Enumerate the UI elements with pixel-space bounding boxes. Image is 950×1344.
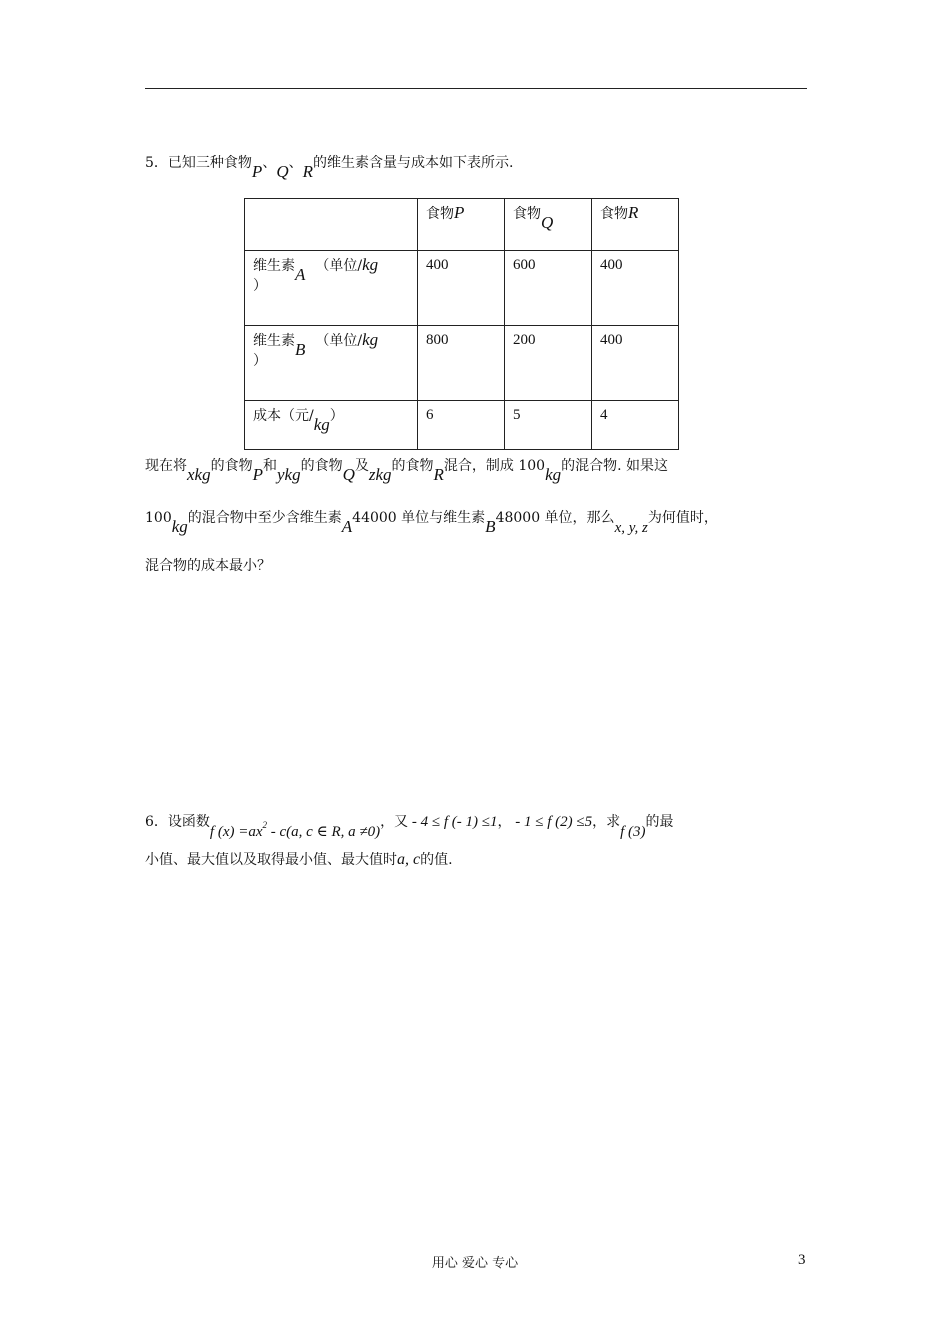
- table-header-row: [245, 199, 679, 251]
- text: 的食物: [300, 458, 343, 474]
- header-food-p: [418, 199, 505, 251]
- unit-close: ）: [253, 353, 267, 369]
- text: 的值.: [420, 852, 453, 868]
- var: A: [341, 517, 353, 536]
- unit-open: （单位/: [315, 333, 363, 349]
- row-label-text: 成本（元/: [253, 408, 314, 424]
- text: 的食物: [391, 458, 434, 474]
- problem-number: 6．设函数: [145, 814, 210, 830]
- text: ，求: [592, 814, 621, 830]
- problem-6-line-1: [145, 805, 674, 840]
- page-footer: 用心 爱心 专心: [431, 1256, 519, 1271]
- row-var: A: [295, 265, 306, 284]
- text: 100: [145, 510, 172, 526]
- vitamin-cost-table: [244, 198, 679, 450]
- row-label: [245, 326, 418, 401]
- intro-text: 已知三种食物: [167, 155, 252, 171]
- cell-b-r: 400: [592, 326, 679, 401]
- text: 的混合物中至少含维生素: [187, 510, 342, 526]
- var: a, c: [397, 851, 421, 868]
- cell-b-p: 800: [418, 326, 505, 401]
- separator: 、: [288, 155, 303, 171]
- cell-cost-q: 5: [505, 401, 592, 450]
- text: 及: [354, 458, 369, 474]
- text: 小值、最大值以及取得最小值、最大值时: [145, 852, 397, 868]
- intro-end-text: 的维生素含量与成本如下表所示.: [312, 155, 514, 171]
- header-var: P: [454, 203, 465, 222]
- text: 48000 单位，那么: [495, 510, 615, 526]
- var: kg: [171, 517, 188, 536]
- page-number: 3: [798, 1252, 806, 1268]
- var: kg: [545, 465, 562, 484]
- header-label: 食物: [600, 206, 628, 222]
- unit-open: （单位/: [315, 258, 363, 274]
- exponent: 2: [262, 820, 268, 830]
- inequality: - 1 ≤ f (2) ≤5: [511, 814, 593, 830]
- unit: kg: [313, 415, 330, 434]
- header-label: 食物: [426, 206, 454, 222]
- problem-5-paragraph-line-3: [145, 556, 271, 576]
- text: 的最: [645, 814, 674, 830]
- text: 混合物的成本最小？: [145, 558, 271, 574]
- problem-5-paragraph-line-1: [145, 455, 669, 484]
- header-label: 食物: [513, 206, 541, 222]
- var: B: [485, 517, 496, 536]
- header-var: R: [628, 203, 639, 222]
- text: ，又: [380, 814, 409, 830]
- text: ，: [497, 814, 512, 830]
- problem-number: 5．: [145, 155, 168, 171]
- header-food-q: [505, 199, 592, 251]
- row-label-text: 维生素: [253, 258, 295, 274]
- header-food-r: [592, 199, 679, 251]
- text: 现在将: [145, 458, 187, 474]
- unit-close: ）: [329, 408, 344, 424]
- var: x, y, z: [614, 520, 648, 536]
- var-p: P: [251, 162, 263, 181]
- problem-5-intro: [145, 152, 514, 181]
- unit-close: ）: [253, 278, 267, 294]
- text: 和: [262, 458, 277, 474]
- cell-cost-p: 6: [418, 401, 505, 450]
- row-var: B: [295, 340, 306, 359]
- cell-b-q: 200: [505, 326, 592, 401]
- text: 为何值时，: [647, 510, 718, 526]
- formula: - c(a, c ∈ R, a ≠0): [267, 824, 381, 840]
- text: 44000 单位与维生素: [352, 510, 486, 526]
- text: 的食物: [210, 458, 253, 474]
- var-q: Q: [276, 162, 289, 181]
- cell-a-p: 400: [418, 251, 505, 326]
- var: Q: [342, 465, 355, 484]
- var: xkg: [187, 465, 211, 484]
- problem-6-line-2: [145, 850, 453, 870]
- row-label-text: 维生素: [253, 333, 295, 349]
- table-row-vitamin-a: [245, 251, 679, 326]
- formula: f (x) =ax: [209, 824, 263, 840]
- var: zkg: [368, 465, 392, 484]
- formula: f (3): [620, 824, 646, 840]
- table-row-cost: [245, 401, 679, 450]
- text: 的混合物. 如果这: [561, 458, 669, 474]
- problem-5-paragraph-line-2: [145, 507, 718, 536]
- text: 混合，制成 100: [443, 458, 546, 474]
- var-r: R: [302, 162, 313, 181]
- var: P: [252, 465, 263, 484]
- inequality: - 4 ≤ f (- 1) ≤1: [408, 814, 498, 830]
- cell-a-q: 600: [505, 251, 592, 326]
- var: R: [433, 465, 444, 484]
- function-definition: [209, 820, 381, 840]
- table-row-vitamin-b: [245, 326, 679, 401]
- header-rule: [145, 88, 807, 89]
- cell-a-r: 400: [592, 251, 679, 326]
- unit: kg: [362, 255, 379, 274]
- cell-cost-r: 4: [592, 401, 679, 450]
- row-label: [245, 251, 418, 326]
- separator: 、: [262, 155, 277, 171]
- header-blank-cell: [245, 199, 418, 251]
- row-label: [245, 401, 418, 450]
- unit: kg: [362, 330, 379, 349]
- var: ykg: [276, 465, 301, 484]
- header-var: Q: [541, 213, 554, 232]
